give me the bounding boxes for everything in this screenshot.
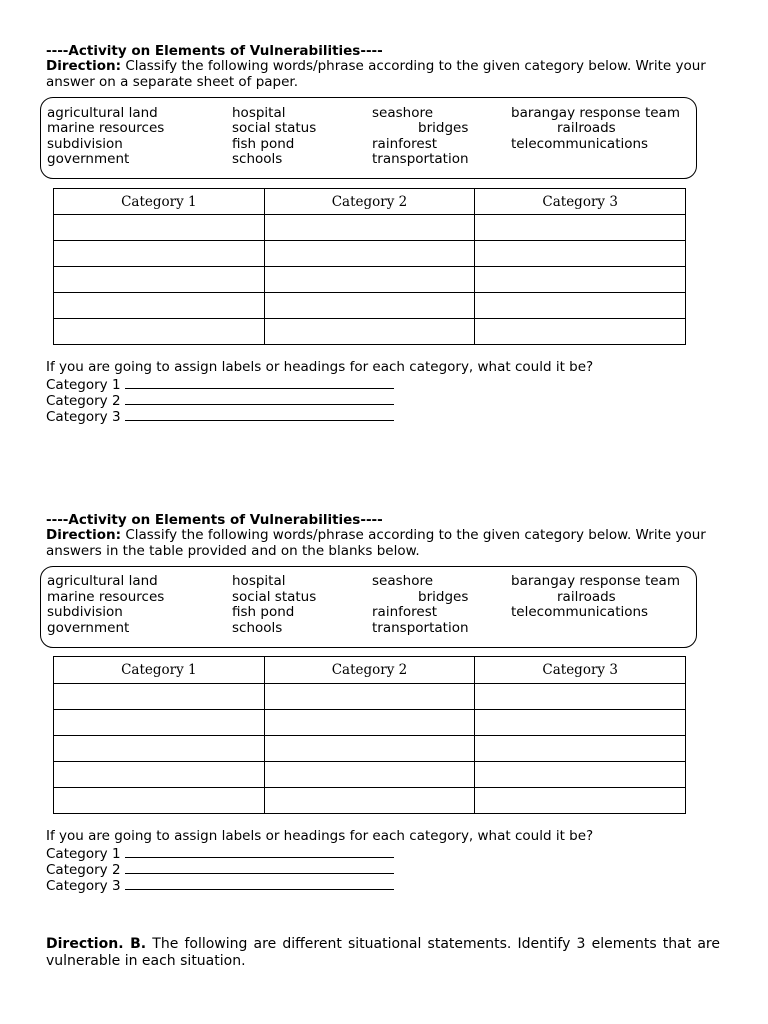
answer-line[interactable] <box>125 845 394 858</box>
word: barangay response team <box>511 105 680 121</box>
table-row <box>54 293 686 319</box>
word: social status <box>232 120 317 136</box>
table-header: Category 2 <box>264 189 475 215</box>
direction-b <box>46 936 720 970</box>
table-cell[interactable] <box>264 710 475 736</box>
table-cell[interactable] <box>475 319 686 345</box>
table-cell[interactable] <box>54 293 265 319</box>
word: telecommunications <box>511 604 649 620</box>
blank-label: Category 2 <box>46 393 121 409</box>
table-row <box>54 319 686 345</box>
table-cell[interactable] <box>264 684 475 710</box>
table-row <box>54 710 686 736</box>
direction-b-text: The following are different situational statements. Identify 3 elements that are vulnerable in each situation. <box>46 936 720 969</box>
word: subdivision <box>47 604 123 620</box>
word: bridges <box>418 120 469 136</box>
word: transportation <box>372 151 469 167</box>
activity-1-title: ----Activity on Elements of Vulnerabilities---- <box>46 43 383 59</box>
activity-1-blank-1[interactable] <box>46 376 394 394</box>
word: railroads <box>557 120 616 136</box>
activity-2-title: ----Activity on Elements of Vulnerabilities---- <box>46 512 383 528</box>
word: schools <box>232 151 283 167</box>
activity-2-blank-2[interactable] <box>46 861 394 879</box>
table-header: Category 2 <box>264 657 475 684</box>
word: fish pond <box>232 604 295 620</box>
word: hospital <box>232 105 286 121</box>
table-cell[interactable] <box>475 788 686 814</box>
table-header: Category 1 <box>54 657 265 684</box>
table-cell[interactable] <box>54 736 265 762</box>
activity-2-word-box <box>40 566 697 648</box>
table-cell[interactable] <box>54 788 265 814</box>
activity-2-direction <box>46 528 720 559</box>
answer-line[interactable] <box>125 376 394 389</box>
word: hospital <box>232 573 286 589</box>
table-cell[interactable] <box>264 293 475 319</box>
blank-label: Category 1 <box>46 377 121 393</box>
table-cell[interactable] <box>264 241 475 267</box>
word: schools <box>232 620 283 636</box>
activity-1-blank-3[interactable] <box>46 408 394 426</box>
table-cell[interactable] <box>475 267 686 293</box>
table-cell[interactable] <box>475 215 686 241</box>
word: marine resources <box>47 589 165 605</box>
table-cell[interactable] <box>475 762 686 788</box>
activity-1-blank-2[interactable] <box>46 392 394 410</box>
word: fish pond <box>232 136 295 152</box>
table-header: Category 1 <box>54 189 265 215</box>
word: telecommunications <box>511 136 649 152</box>
word: social status <box>232 589 317 605</box>
answer-line[interactable] <box>125 408 394 421</box>
table-header: Category 3 <box>475 657 686 684</box>
table-row <box>54 684 686 710</box>
answer-line[interactable] <box>125 877 394 890</box>
answer-line[interactable] <box>125 392 394 405</box>
table-cell[interactable] <box>54 215 265 241</box>
table-cell[interactable] <box>264 736 475 762</box>
direction-label: Direction: <box>46 58 122 74</box>
table-cell[interactable] <box>475 684 686 710</box>
table-header: Category 3 <box>475 189 686 215</box>
activity-1-question: If you are going to assign labels or headings for each category, what could it be? <box>46 359 594 375</box>
word: transportation <box>372 620 469 636</box>
direction-label: Direction: <box>46 527 122 543</box>
table-cell[interactable] <box>264 762 475 788</box>
table-cell[interactable] <box>54 710 265 736</box>
word: agricultural land <box>47 573 158 589</box>
table-row <box>54 241 686 267</box>
word: agricultural land <box>47 105 158 121</box>
table-row <box>54 788 686 814</box>
table-cell[interactable] <box>475 736 686 762</box>
table-row <box>54 736 686 762</box>
table-cell[interactable] <box>475 241 686 267</box>
word: marine resources <box>47 120 165 136</box>
table-row <box>54 215 686 241</box>
table-cell[interactable] <box>475 293 686 319</box>
table-cell[interactable] <box>54 319 265 345</box>
answer-line[interactable] <box>125 861 394 874</box>
table-cell[interactable] <box>475 710 686 736</box>
direction-text: Classify the following words/phrase according to the given category below. Write your answer on a separate sheet of paper. <box>46 58 706 90</box>
table-row <box>54 267 686 293</box>
word: seashore <box>372 105 434 121</box>
table-cell[interactable] <box>264 319 475 345</box>
word: subdivision <box>47 136 123 152</box>
word: rainforest <box>372 604 438 620</box>
activity-2-question: If you are going to assign labels or headings for each category, what could it be? <box>46 828 594 844</box>
activity-1-category-table <box>53 188 686 345</box>
table-cell[interactable] <box>54 267 265 293</box>
blank-label: Category 3 <box>46 409 121 425</box>
direction-b-label: Direction. B. <box>46 936 147 952</box>
table-row <box>54 762 686 788</box>
table-cell[interactable] <box>264 215 475 241</box>
activity-2-blank-1[interactable] <box>46 845 394 863</box>
word: bridges <box>418 589 469 605</box>
table-cell[interactable] <box>54 241 265 267</box>
word: rainforest <box>372 136 438 152</box>
word: railroads <box>557 589 616 605</box>
word: barangay response team <box>511 573 680 589</box>
table-cell[interactable] <box>54 762 265 788</box>
activity-2-category-table <box>53 656 686 814</box>
word: seashore <box>372 573 434 589</box>
table-cell[interactable] <box>54 684 265 710</box>
direction-text: Classify the following words/phrase according to the given category below. Write your answers in the table provided and on the blanks below. <box>46 527 706 559</box>
blank-label: Category 2 <box>46 862 121 878</box>
blank-label: Category 3 <box>46 878 121 894</box>
activity-1-direction <box>46 59 720 90</box>
blank-label: Category 1 <box>46 846 121 862</box>
activity-2-blank-3[interactable] <box>46 877 394 895</box>
table-cell[interactable] <box>264 788 475 814</box>
word: government <box>47 620 130 636</box>
word: government <box>47 151 130 167</box>
table-cell[interactable] <box>264 267 475 293</box>
activity-1-word-box <box>40 97 697 179</box>
